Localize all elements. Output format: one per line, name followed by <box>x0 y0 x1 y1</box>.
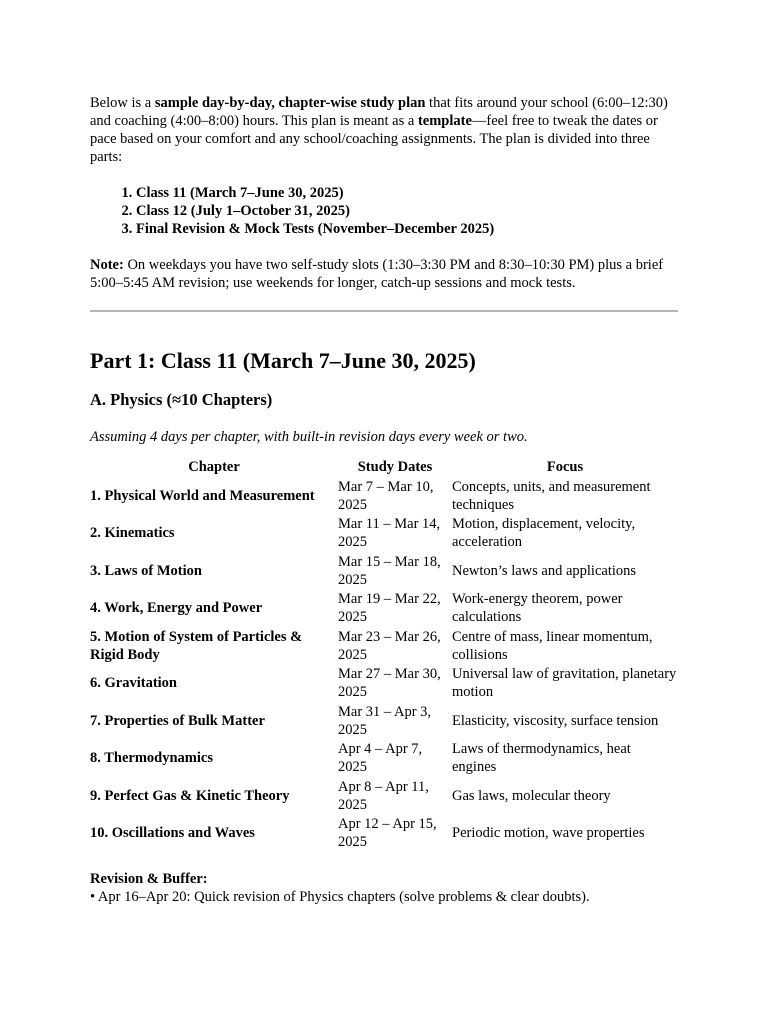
parts-list-item-class-12: 2. Class 12 (July 1–October 31, 2025) <box>136 202 678 220</box>
table-row <box>90 627 678 665</box>
physics-assumption-note: Assuming 4 days per chapter, with built-in revision days every week or two. <box>90 429 528 445</box>
chapter-cell: 10. Oscillations and Waves <box>90 825 255 842</box>
focus-cell: Centre of mass, linear momentum, collisions <box>452 628 653 663</box>
intro-paragraph <box>90 94 678 166</box>
chapter-cell: 5. Motion of System of Particles & Rigid Body <box>90 628 303 663</box>
focus-cell: Concepts, units, and measurement techniques <box>452 478 651 513</box>
table-row <box>90 590 678 628</box>
chapter-cell: 9. Perfect Gas & Kinetic Theory <box>90 787 290 804</box>
note-label: Note: <box>90 257 124 273</box>
intro-text-2: that fits around your school (6:00–12:30) and coaching (4:00–8:00) hours. This plan is meant as a <box>90 95 668 129</box>
study-dates-cell: Mar 15 – Mar 18, 2025 <box>338 553 441 588</box>
revision-buffer-heading: Revision & Buffer: <box>90 871 208 887</box>
intro-text-1: Below is a <box>90 95 155 111</box>
intro-bold-plan: sample day-by-day, chapter-wise study plan <box>154 95 426 111</box>
parts-list-item-final-revision: 3. Final Revision & Mock Tests (November–December 2025) <box>136 220 678 238</box>
focus-cell: Laws of thermodynamics, heat engines <box>452 741 631 776</box>
table-row <box>90 815 678 853</box>
chapter-cell: 2. Kinematics <box>90 525 175 542</box>
chapter-cell: 4. Work, Energy and Power <box>90 600 263 617</box>
focus-cell: Work-energy theorem, power calculations <box>452 591 623 626</box>
focus-cell: Universal law of gravitation, planetary motion <box>452 666 677 701</box>
study-dates-cell: Mar 23 – Mar 26, 2025 <box>338 628 441 663</box>
focus-cell: Gas laws, molecular theory <box>452 787 611 804</box>
chapter-cell: 1. Physical World and Measurement <box>90 487 315 504</box>
study-dates-cell: Mar 31 – Apr 3, 2025 <box>338 703 432 738</box>
focus-cell: Periodic motion, wave properties <box>452 825 645 842</box>
study-dates-cell: Mar 11 – Mar 14, 2025 <box>338 516 441 551</box>
study-dates-cell: Mar 7 – Mar 10, 2025 <box>338 478 434 513</box>
chapter-cell: 3. Laws of Motion <box>90 562 202 579</box>
focus-cell: Elasticity, viscosity, surface tension <box>452 712 659 729</box>
study-dates-cell: Apr 12 – Apr 15, 2025 <box>338 816 437 851</box>
table-row <box>90 552 678 590</box>
study-dates-cell: Mar 19 – Mar 22, 2025 <box>338 591 441 626</box>
table-row <box>90 777 678 815</box>
chapter-cell: 6. Gravitation <box>90 675 177 692</box>
chapter-cell: 8. Thermodynamics <box>90 750 213 767</box>
table-row <box>90 665 678 703</box>
column-header-chapter: Chapter <box>188 459 240 475</box>
revision-buffer-item: • Apr 16–Apr 20: Quick revision of Physics chapters (solve problems & clear doubts). <box>90 889 590 905</box>
parts-list-item-class-11: 1. Class 11 (March 7–June 30, 2025) <box>136 184 678 202</box>
table-header-row <box>90 457 678 477</box>
part-1-heading: Part 1: Class 11 (March 7–June 30, 2025) <box>90 348 476 373</box>
table-row <box>90 477 678 515</box>
column-header-focus: Focus <box>546 459 584 475</box>
horizontal-divider <box>90 310 678 312</box>
table-row <box>90 740 678 778</box>
parts-list <box>90 184 678 238</box>
physics-section-heading: A. Physics (≈10 Chapters) <box>90 390 273 409</box>
focus-cell: Motion, displacement, velocity, acceleration <box>452 516 636 551</box>
table-row <box>90 702 678 740</box>
study-dates-cell: Apr 8 – Apr 11, 2025 <box>338 778 429 813</box>
intro-bold-template: template <box>417 113 472 129</box>
column-header-study-dates: Study Dates <box>357 459 433 475</box>
intro-text-3: —feel free to tweak the dates or pace based on your comfort and any school/coaching assignments. The plan is divided into three parts: <box>90 113 658 165</box>
note-text: On weekdays you have two self-study slots (1:30–3:30 PM and 8:30–10:30 PM) plus a brief 5:00–5:45 AM revision; use weekends for longer, catch-up sessions and mock tests. <box>90 257 664 291</box>
note-paragraph <box>90 256 678 292</box>
focus-cell: Newton’s laws and applications <box>452 562 637 579</box>
table-row <box>90 515 678 553</box>
chapter-cell: 7. Properties of Bulk Matter <box>90 712 265 729</box>
study-dates-cell: Mar 27 – Mar 30, 2025 <box>338 666 441 701</box>
study-dates-cell: Apr 4 – Apr 7, 2025 <box>338 741 423 776</box>
physics-study-plan-table <box>90 457 678 852</box>
